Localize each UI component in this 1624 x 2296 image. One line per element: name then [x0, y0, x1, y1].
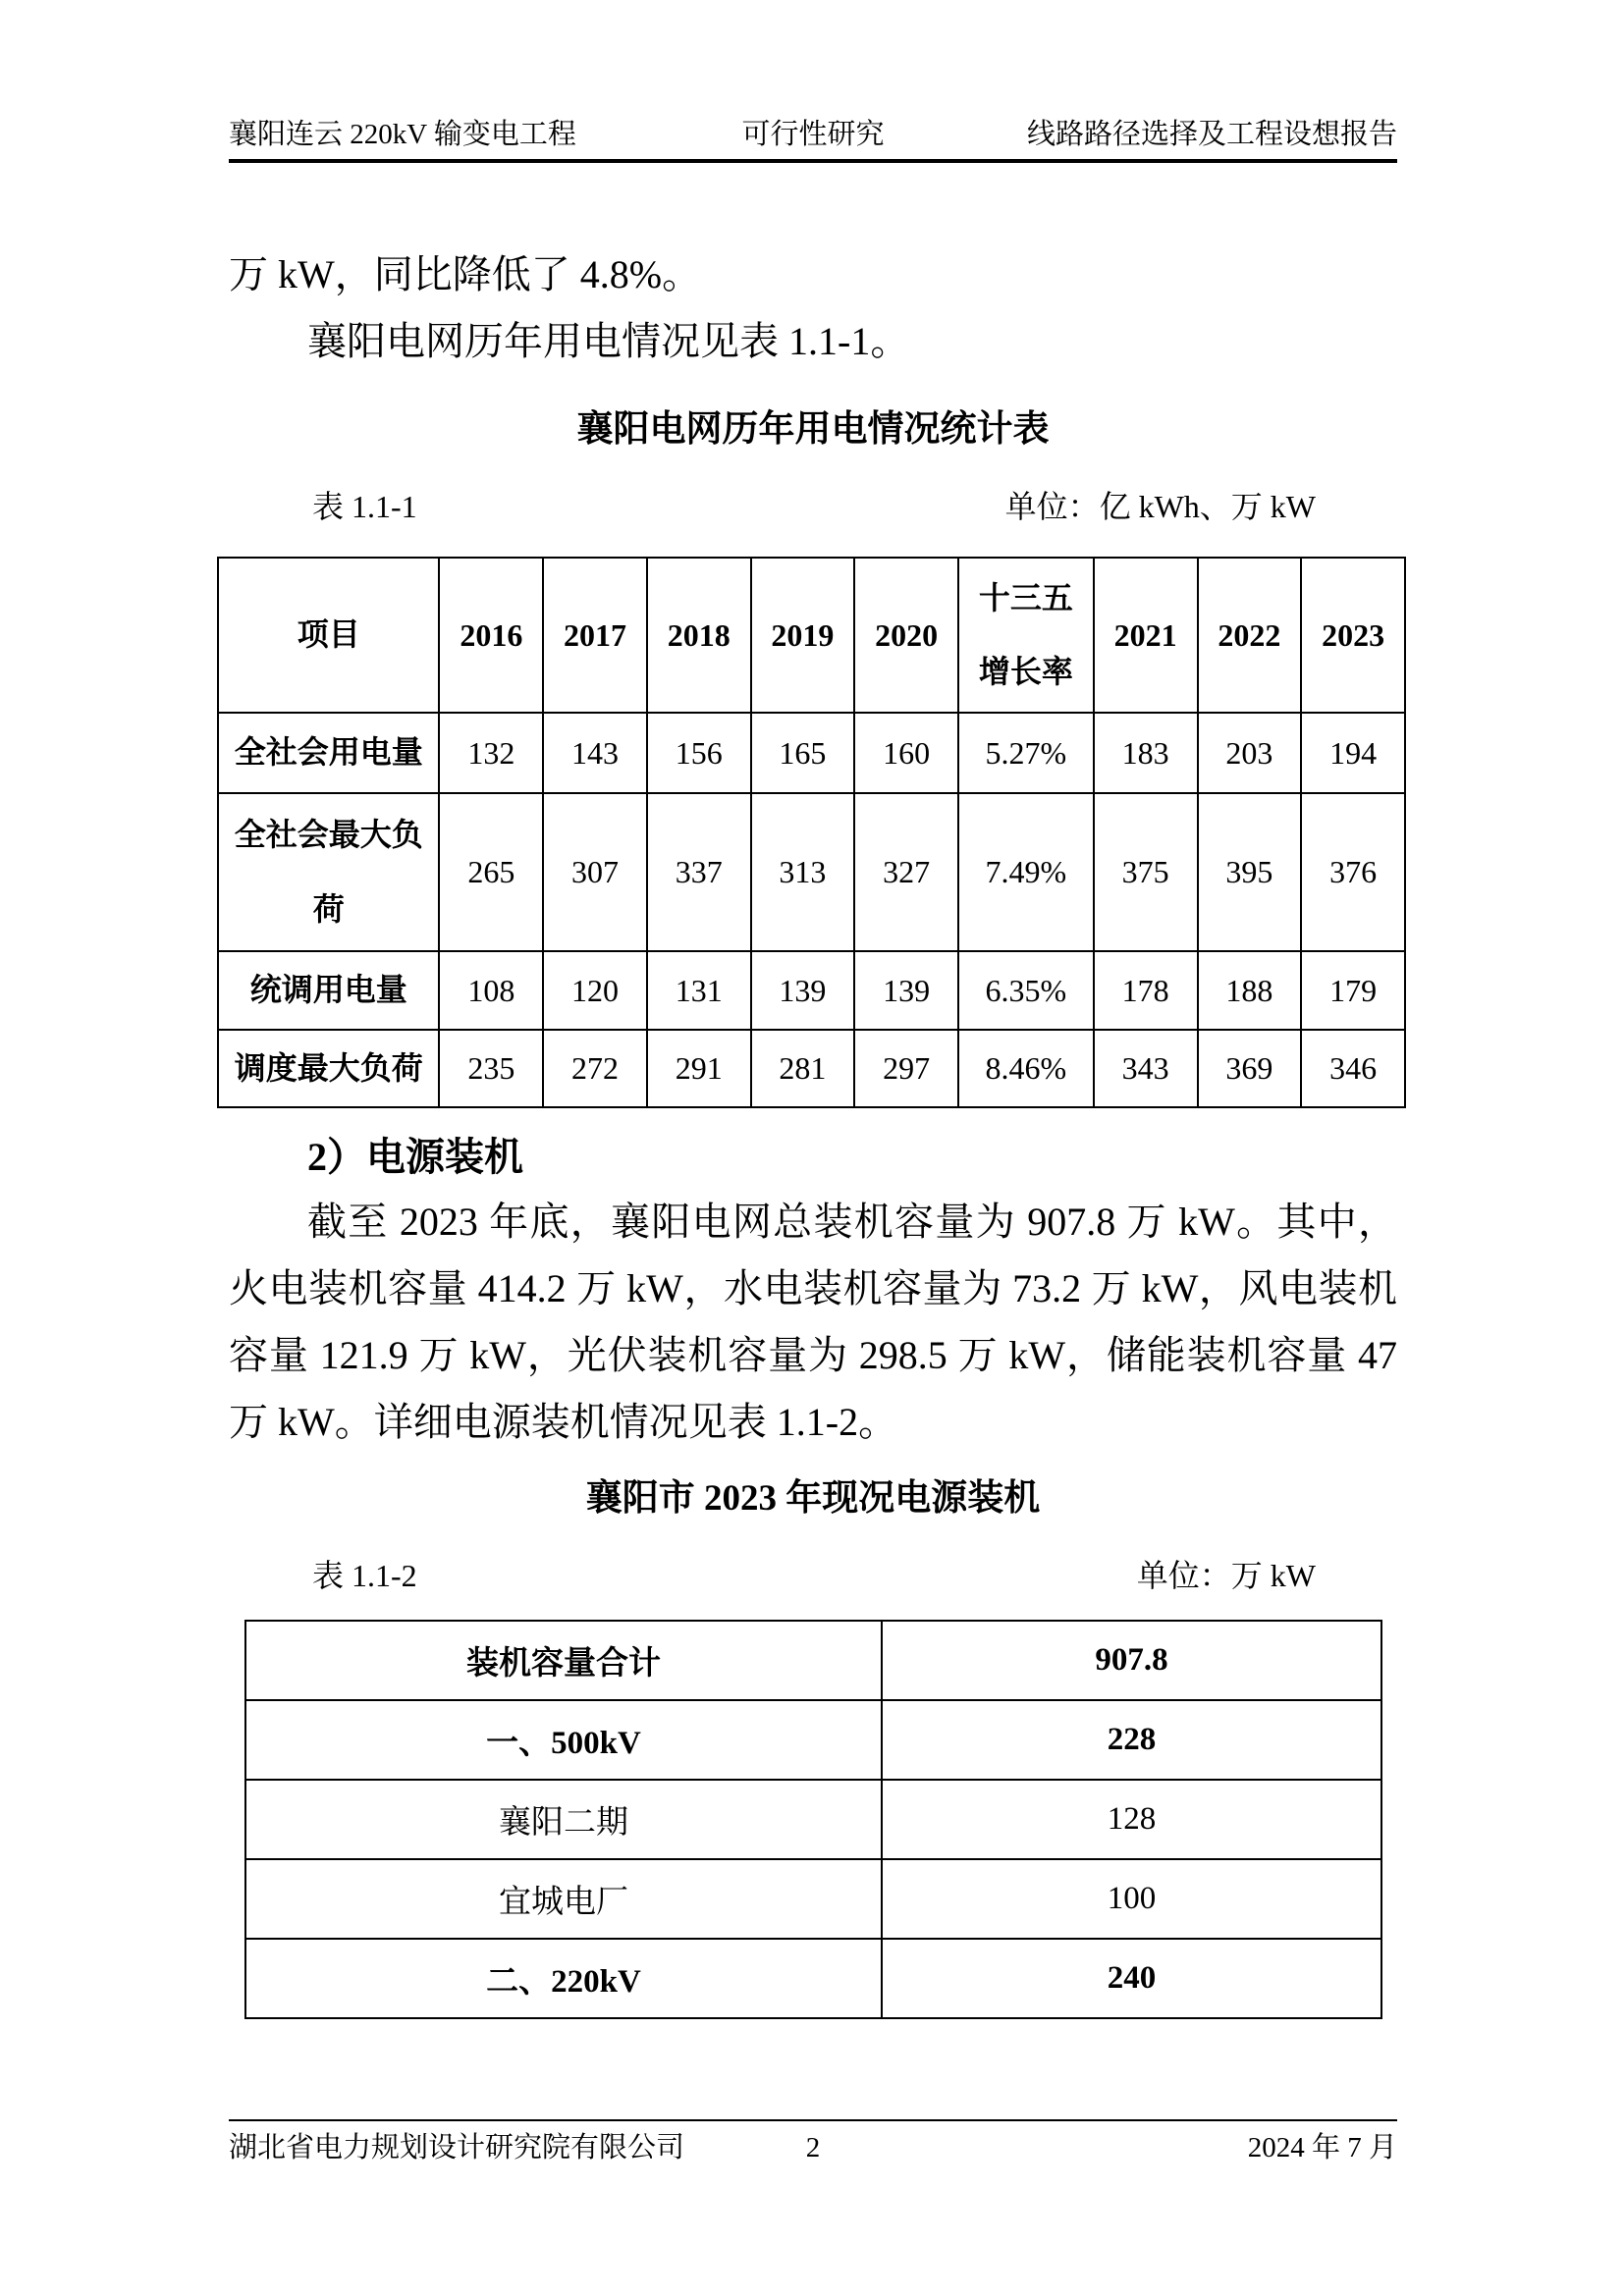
cell-growth: 8.46%: [958, 1030, 1094, 1107]
installed-capacity-table: [244, 1620, 1382, 2019]
cell: 165: [751, 713, 855, 793]
table-row: [245, 1859, 1381, 1939]
table-row: [218, 793, 1405, 951]
table-row: [218, 951, 1405, 1030]
power-installed-paragraph: 截至 2023 年底，襄阳电网总装机容量为 907.8 万 kW。其中，火电装机容量 414.2 万 kW，水电装机容量为 73.2 万 kW，风电装机容量 121.9 万 kW，光伏装机容量为 298.5 万 kW，储能装机容量 47 万 kW。详细电源装机情况见表 1.1-2。: [229, 1200, 1397, 1444]
footer-page-number: 2: [805, 2132, 821, 2163]
cell: 291: [647, 1030, 751, 1107]
row-label: 二、220kV: [245, 1939, 882, 2018]
cell: 337: [647, 793, 751, 951]
section-heading-power-installed: 2）电源装机: [307, 1135, 523, 1179]
table1-header-2023: 2023: [1301, 558, 1405, 713]
cell: 369: [1198, 1030, 1302, 1107]
cell: 240: [882, 1939, 1381, 2018]
cell: 100: [882, 1859, 1381, 1939]
cell: 265: [439, 793, 543, 951]
row-label: 全社会最大负荷: [218, 793, 439, 951]
cell: 178: [1094, 951, 1198, 1030]
cell: 132: [439, 713, 543, 793]
cell: 120: [543, 951, 647, 1030]
table1-header-2020: 2020: [854, 558, 958, 713]
table1-header-item: 项目: [218, 558, 439, 713]
table-row: [218, 713, 1405, 793]
table2-label: 表 1.1-2: [312, 1558, 417, 1593]
cell: 346: [1301, 1030, 1405, 1107]
cell: 128: [882, 1780, 1381, 1859]
cell: 375: [1094, 793, 1198, 951]
cell: 160: [854, 713, 958, 793]
footer-date: 2024 年 7 月: [1247, 2132, 1397, 2163]
row-label: 装机容量合计: [245, 1621, 882, 1700]
cell: 327: [854, 793, 958, 951]
cell: 108: [439, 951, 543, 1030]
page-header: [229, 0, 1397, 163]
cell: 272: [543, 1030, 647, 1107]
cell: 139: [854, 951, 958, 1030]
cell-growth: 5.27%: [958, 713, 1094, 793]
table1-title: 襄阳电网历年用电情况统计表: [576, 409, 1050, 450]
table-row: [218, 1030, 1405, 1107]
cell: 297: [854, 1030, 958, 1107]
table1-caption-row: [229, 485, 1397, 529]
row-label: 全社会用电量: [218, 713, 439, 793]
cell: 313: [751, 793, 855, 951]
intro-line-table-ref: 襄阳电网历年用电情况见表 1.1-1。: [307, 319, 910, 363]
table1-header-2018: 2018: [647, 558, 751, 713]
table-row: [245, 1939, 1381, 2018]
cell: 156: [647, 713, 751, 793]
cell: 179: [1301, 951, 1405, 1030]
table-row: [245, 1780, 1381, 1859]
cell: 143: [543, 713, 647, 793]
cell-growth: 7.49%: [958, 793, 1094, 951]
cell: 228: [882, 1700, 1381, 1780]
row-label: 调度最大负荷: [218, 1030, 439, 1107]
cell: 907.8: [882, 1621, 1381, 1700]
footer-company: 湖北省电力规划设计研究院有限公司: [229, 2132, 685, 2163]
table2-title: 襄阳市 2023 年现况电源装机: [585, 1478, 1041, 1519]
row-label: 宜城电厂: [245, 1859, 882, 1939]
cell: 203: [1198, 713, 1302, 793]
cell: 183: [1094, 713, 1198, 793]
intro-text: [229, 241, 1397, 375]
row-label: 襄阳二期: [245, 1780, 882, 1859]
cell: 376: [1301, 793, 1405, 951]
row-label: 统调用电量: [218, 951, 439, 1030]
table1-header-growth: 十三五增长率: [958, 558, 1094, 713]
intro-line-continuation: 万 kW，同比降低了 4.8%。: [229, 252, 702, 296]
cell: 139: [751, 951, 855, 1030]
table1-header-2019: 2019: [751, 558, 855, 713]
cell: 343: [1094, 1030, 1198, 1107]
table2-unit: 单位：万 kW: [1136, 1558, 1316, 1593]
cell: 281: [751, 1030, 855, 1107]
row-label: 一、500kV: [245, 1700, 882, 1780]
header-report-title: 线路路径选择及工程设想报告: [1026, 119, 1397, 150]
cell: 194: [1301, 713, 1405, 793]
cell-growth: 6.35%: [958, 951, 1094, 1030]
table-row: [245, 1621, 1381, 1700]
table1-header-2017: 2017: [543, 558, 647, 713]
table-row: [245, 1700, 1381, 1780]
cell: 131: [647, 951, 751, 1030]
page-footer: [229, 2119, 1397, 2166]
table1-unit: 单位：亿 kWh、万 kW: [1004, 489, 1316, 524]
power-consumption-table: [217, 557, 1406, 1108]
table1-header-2016: 2016: [439, 558, 543, 713]
header-project-title: 襄阳连云 220kV 输变电工程: [229, 119, 576, 150]
table1-header-row: [218, 558, 1405, 713]
table1-header-2022: 2022: [1198, 558, 1302, 713]
cell: 395: [1198, 793, 1302, 951]
header-doc-type: 可行性研究: [741, 119, 885, 150]
cell: 188: [1198, 951, 1302, 1030]
cell: 307: [543, 793, 647, 951]
table2-caption-row: [229, 1554, 1397, 1598]
table1-label: 表 1.1-1: [312, 489, 417, 524]
cell: 235: [439, 1030, 543, 1107]
table1-header-2021: 2021: [1094, 558, 1198, 713]
